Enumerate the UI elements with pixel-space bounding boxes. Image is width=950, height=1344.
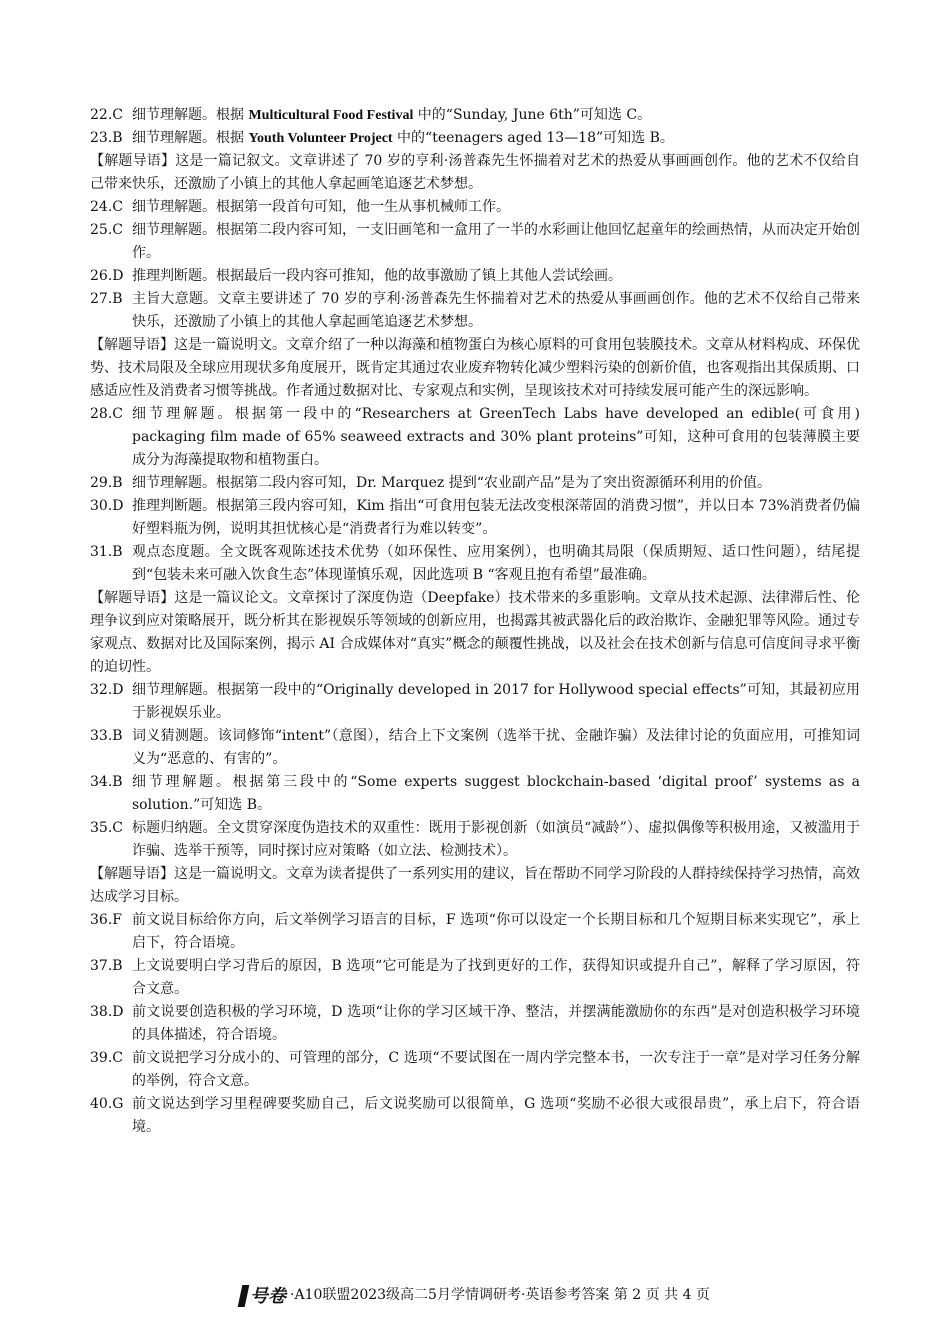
answer-number: 34.B bbox=[90, 774, 123, 790]
answer-item bbox=[90, 679, 860, 725]
answer-text: 前文说把学习分成小的、可管理的部分，C 选项“不要试图在一周内学完整本书，一次专注于一章”是对学习任务分解的举例，符合文意。 bbox=[132, 1050, 860, 1089]
guide-text: 这是一篇记叙文。文章讲述了 70 岁的亨利·汤普森先生怀揣着对艺术的热爱从事画画创作。他的艺术不仅给自己带来快乐，还激励了小镇上的其他人拿起画笔追逐艺术梦想。 bbox=[90, 153, 860, 192]
guide-label: 【解题导语】 bbox=[90, 590, 175, 606]
answer-item bbox=[90, 196, 860, 219]
answer-text: 上文说要明白学习背后的原因，B 选项“它可能是为了找到更好的工作，获得知识或提升自己”，解释了学习原因，符合文意。 bbox=[132, 958, 860, 997]
page-footer bbox=[0, 1282, 950, 1308]
answer-item bbox=[90, 472, 860, 495]
answer-item bbox=[90, 1001, 860, 1047]
answer-text: 细节理解题。根据第三段中的“Some experts suggest blockchain-based ‘digital proof’ systems as a solution.”可知选 B。 bbox=[132, 774, 860, 813]
answer-number: 30.D bbox=[90, 498, 124, 514]
answer-text: 细节理解题。根据 Youth Volunteer Project 中的“teenagers aged 13—18”可知选 B。 bbox=[132, 130, 674, 146]
answer-text: 前文说目标给你方向，后文举例学习语言的目标，F 选项“你可以设定一个长期目标和几个短期目标来实现它”，承上启下，符合语境。 bbox=[132, 912, 860, 951]
answer-number: 38.D bbox=[90, 1004, 124, 1020]
answer-text: 前文说要创造积极的学习环境，D 选项“让你的学习区域干净、整洁，并摆满能激励你的东西”是对创造积极学习环境的具体描述，符合语境。 bbox=[132, 1004, 860, 1043]
answer-number: 28.C bbox=[90, 406, 123, 422]
answer-number: 31.B bbox=[90, 544, 123, 560]
answer-number: 24.C bbox=[90, 199, 123, 215]
answer-text: 细节理解题。根据第一段中的“Originally developed in 2017 for Hollywood special effects”可知，其最初应用于影视娱乐业。 bbox=[132, 682, 860, 721]
answer-text: 推理判断题。根据最后一段内容可推知，他的故事激励了镇上其他人尝试绘画。 bbox=[132, 268, 622, 284]
answer-item bbox=[90, 541, 860, 587]
logo-mark-icon bbox=[238, 1285, 250, 1307]
answer-item bbox=[90, 909, 860, 955]
guide-label: 【解题导语】 bbox=[90, 153, 176, 169]
answer-number: 25.C bbox=[90, 222, 123, 238]
answer-number: 37.B bbox=[90, 958, 123, 974]
answer-number: 33.B bbox=[90, 728, 123, 744]
answer-item bbox=[90, 771, 860, 817]
answer-item bbox=[90, 104, 860, 127]
answer-text: 细节理解题。根据 Multicultural Food Festival 中的“Sunday, June 6th”可知选 C。 bbox=[132, 107, 652, 123]
answer-number: 36.F bbox=[90, 912, 122, 928]
answer-item bbox=[90, 265, 860, 288]
answer-text: 词义猜测题。该词修饰“intent”（意图），结合上下文案例（选举干扰、金融诈骗）及法律讨论的负面应用，可推知词义为“恶意的、有害的”。 bbox=[132, 728, 860, 767]
answer-text: 细节理解题。根据第一段首句可知，他一生从事机械师工作。 bbox=[132, 199, 510, 215]
answer-text: 细节理解题。根据第一段中的“Researchers at GreenTech Labs have developed an edible(可食用) packaging film made of 65% seaweed extracts and 30% plant proteins”可知，这种可食用的包装薄膜主要成分为海藻提取物和植物蛋白。 bbox=[132, 406, 860, 468]
answer-item bbox=[90, 725, 860, 771]
reading-guide bbox=[90, 334, 860, 403]
answer-text: 前文说达到学习里程碑要奖励自己，后文说奖励可以很简单，G 选项“奖励不必很大或很昂贵”，承上启下，符合语境。 bbox=[132, 1096, 860, 1135]
answer-item bbox=[90, 403, 860, 472]
answer-number: 32.D bbox=[90, 682, 124, 698]
answer-text: 观点态度题。全文既客观陈述技术优势（如环保性、应用案例），也明确其局限（保质期短、适口性问题），结尾提到“包装未来可融入饮食生态”体现谨慎乐观，因此选项 B “客观且抱有希望”最准确。 bbox=[132, 544, 860, 583]
answer-number: 23.B bbox=[90, 130, 123, 146]
answer-item bbox=[90, 495, 860, 541]
answer-item bbox=[90, 1093, 860, 1139]
guide-text: 这是一篇说明文。文章为读者提供了一系列实用的建议，旨在帮助不同学习阶段的人群持续保持学习热情，高效达成学习目标。 bbox=[90, 866, 860, 905]
guide-text: 这是一篇说明文。文章介绍了一种以海藻和植物蛋白为核心原料的可食用包装膜技术。文章从材料构成、环保优势、技术局限及全球应用现状多角度展开，既肯定其通过农业废弃物转化减少塑料污染的创新价值，也客观指出其保质期、口感适应性及消费者习惯等挑战。作者通过数据对比、专家观点和实例，呈现该技术对可持续发展可能产生的深远影响。 bbox=[90, 337, 860, 399]
publisher-logo: 号卷 bbox=[240, 1282, 286, 1308]
answer-item bbox=[90, 817, 860, 863]
answer-item bbox=[90, 219, 860, 265]
answer-content bbox=[90, 104, 860, 1139]
answer-text: 细节理解题。根据第二段内容可知，Dr. Marquez 提到“农业副产品”是为了突出资源循环利用的价值。 bbox=[132, 475, 772, 491]
answer-number: 39.C bbox=[90, 1050, 123, 1066]
answer-text: 标题归纳题。全文贯穿深度伪造技术的双重性：既用于影视创新（如演员“减龄”）、虚拟偶像等积极用途，又被滥用于诈骗、选举干预等，同时探讨应对策略（如立法、检测技术）。 bbox=[132, 820, 860, 859]
answer-text: 推理判断题。根据第三段内容可知，Kim 指出“可食用包装无法改变根深蒂固的消费习惯”，并以日本 73%消费者仍偏好塑料瓶为例，说明其担忧核心是“消费者行为难以转变”。 bbox=[132, 498, 860, 537]
answer-number: 27.B bbox=[90, 291, 123, 307]
answer-number: 29.B bbox=[90, 475, 123, 491]
footer-text: ·A10联盟2023级高二5月学情调研考·英语参考答案 第 2 页 共 4 页 bbox=[290, 1287, 710, 1303]
reading-guide bbox=[90, 863, 860, 909]
reading-guide bbox=[90, 587, 860, 679]
answer-text: 主旨大意题。文章主要讲述了 70 岁的亨利·汤普森先生怀揣着对艺术的热爱从事画画创作。他的艺术不仅给自己带来快乐，还激励了小镇上的其他人拿起画笔追逐艺术梦想。 bbox=[132, 291, 860, 330]
guide-label: 【解题导语】 bbox=[90, 337, 174, 353]
guide-label: 【解题导语】 bbox=[90, 866, 174, 882]
answer-number: 40.G bbox=[90, 1096, 124, 1112]
reading-guide bbox=[90, 150, 860, 196]
answer-number: 35.C bbox=[90, 820, 123, 836]
answer-item bbox=[90, 288, 860, 334]
answer-item bbox=[90, 127, 860, 150]
answer-number: 26.D bbox=[90, 268, 124, 284]
guide-text: 这是一篇议论文。文章探讨了深度伪造（Deepfake）技术带来的多重影响。文章从技术起源、法律滞后性、伦理争议到应对策略展开，既分析其在影视娱乐等领域的创新应用，也揭露其被武器化后的政治欺诈、金融犯罪等风险。通过专家观点、数据对比及国际案例，揭示 AI 合成媒体对“真实”概念的颠覆性挑战，以及社会在技术创新与信息可信度间寻求平衡的迫切性。 bbox=[90, 590, 860, 675]
answer-text: 细节理解题。根据第二段内容可知，一支旧画笔和一盒用了一半的水彩画让他回忆起童年的绘画热情，从而决定开始创作。 bbox=[132, 222, 860, 261]
answer-number: 22.C bbox=[90, 107, 123, 123]
answer-item bbox=[90, 955, 860, 1001]
answer-item bbox=[90, 1047, 860, 1093]
